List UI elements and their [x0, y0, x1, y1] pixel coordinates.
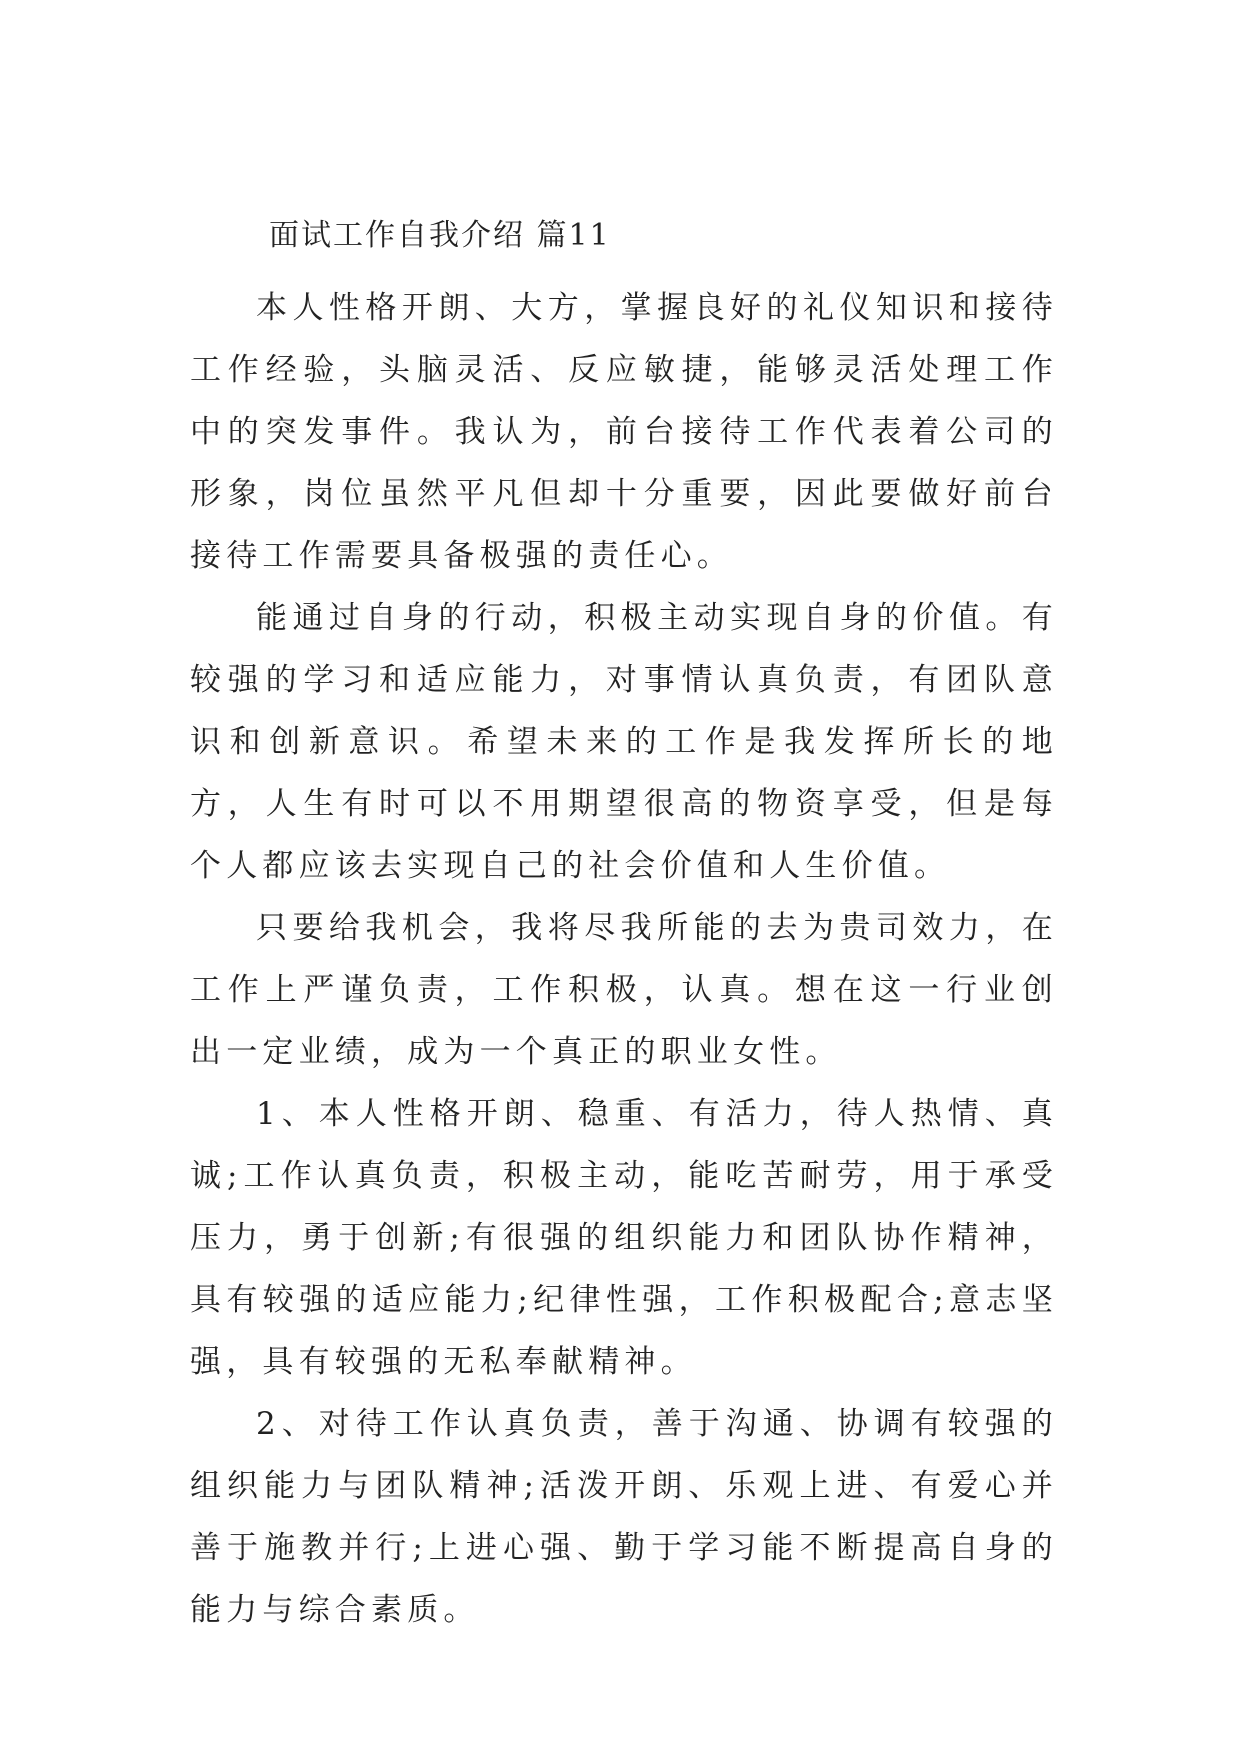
paragraph-1: 本人性格开朗、大方，掌握良好的礼仪知识和接待工作经验，头脑灵活、反应敏捷，能够灵活处理工作中的突发事件。我认为，前台接待工作代表着公司的形象，岗位虽然平凡但却十分重要，因此要做好前台接待工作需要具备极强的责任心。 — [190, 290, 1058, 574]
paragraph-4: 1、本人性格开朗、稳重、有活力，待人热情、真诚;工作认真负责，积极主动，能吃苦耐劳，用于承受压力，勇于创新;有很强的组织能力和团队协作精神，具有较强的适应能力;纪律性强，工作积极配合;意志坚强，具有较强的无私奉献精神。 — [190, 1096, 1058, 1380]
paragraph-2: 能通过自身的行动，积极主动实现自身的价值。有较强的学习和适应能力，对事情认真负责，有团队意识和创新意识。希望未来的工作是我发挥所长的地方，人生有时可以不用期望很高的物资享受，但是每个人都应该去实现自己的社会价值和人生价值。 — [190, 600, 1058, 884]
paragraph-5: 2、对待工作认真负责，善于沟通、协调有较强的组织能力与团队精神;活泼开朗、乐观上进、有爱心并善于施教并行;上进心强、勤于学习能不断提高自身的能力与综合素质。 — [190, 1406, 1058, 1628]
paragraph-3: 只要给我机会，我将尽我所能的去为贵司效力，在工作上严谨负责，工作积极，认真。想在这一行业创出一定业绩，成为一个真正的职业女性。 — [190, 910, 1058, 1070]
document-title: 面试工作自我介绍 篇11 — [269, 218, 611, 253]
document-body — [190, 205, 1058, 1641]
